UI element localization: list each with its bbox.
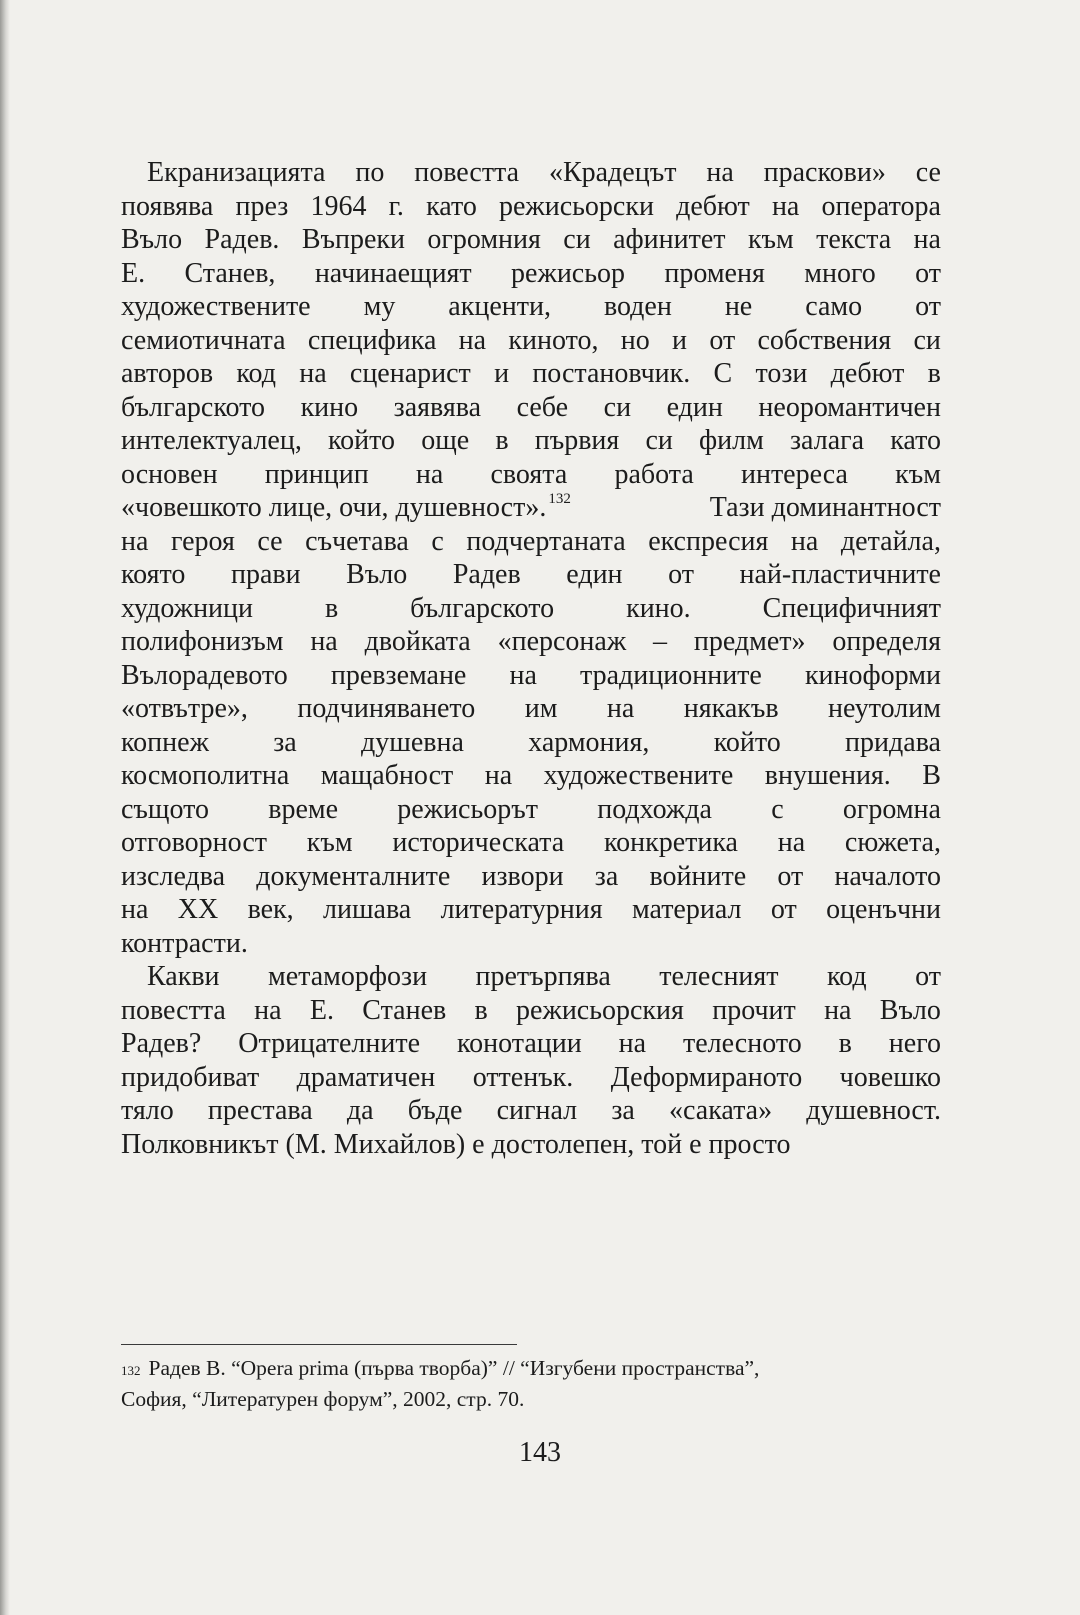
text-line <box>121 692 941 726</box>
word: двойката <box>364 626 471 657</box>
word: който <box>713 726 781 758</box>
word: героя <box>170 525 235 557</box>
word: начинаещият <box>314 257 472 289</box>
word: им <box>524 693 558 724</box>
word: полифонизъм <box>121 626 284 657</box>
word: още <box>421 425 470 456</box>
word: не <box>724 291 753 322</box>
word: Радев. <box>204 224 280 255</box>
word: с <box>771 793 784 825</box>
word: извори <box>481 860 564 892</box>
word: работа <box>614 458 694 490</box>
text-line <box>121 1061 941 1095</box>
word: метаморфози <box>268 961 428 992</box>
word: на <box>618 1028 647 1059</box>
text-line <box>121 1094 941 1128</box>
word: залага <box>790 425 865 456</box>
word: подхожда <box>597 793 712 825</box>
line-text-after-ref: Тази доминантност <box>709 492 941 523</box>
word: на <box>121 894 149 925</box>
word: сюжета, <box>844 827 941 858</box>
text-line <box>121 625 941 659</box>
word: си <box>645 425 673 456</box>
word: който <box>327 425 396 456</box>
word: някакъв <box>683 693 779 724</box>
footnote-line-2: София, “Литературен форум”, 2002, стр. 70. <box>121 1387 525 1411</box>
word: от <box>915 291 941 322</box>
word: много <box>804 257 876 289</box>
word: превземане <box>330 659 467 691</box>
word: В <box>922 760 941 791</box>
word: тяло <box>121 1095 174 1126</box>
word: дебют <box>830 358 905 389</box>
word: телесният <box>659 961 779 992</box>
word: сценарист <box>349 358 471 389</box>
footnote-line-1 <box>121 1353 941 1384</box>
word: Радев <box>452 559 521 590</box>
text-line <box>121 994 941 1028</box>
word: един <box>566 559 623 590</box>
text-line <box>121 726 941 760</box>
word: през <box>235 190 289 222</box>
word: за <box>611 1095 635 1126</box>
word: собствения <box>757 324 892 356</box>
word: за <box>594 860 619 892</box>
text-line <box>121 1128 941 1162</box>
word: българското <box>121 391 266 423</box>
word: в <box>927 358 941 389</box>
word: режисьорския <box>516 994 684 1026</box>
word: оттенък. <box>472 1061 574 1093</box>
word: телесното <box>683 1028 802 1059</box>
word: акценти, <box>448 291 551 322</box>
word: този <box>755 358 808 389</box>
word: от <box>709 324 736 356</box>
line-text: контрасти. <box>121 927 248 959</box>
footnote-132 <box>121 1353 941 1415</box>
word: и <box>494 358 510 389</box>
word: на <box>913 224 941 255</box>
word: огромна <box>842 793 941 825</box>
paragraph-2 <box>121 960 941 1161</box>
word: Въло <box>121 224 183 255</box>
word: «Крадецът <box>548 157 677 188</box>
word: неутолим <box>828 693 941 724</box>
word: афинитет <box>613 224 726 255</box>
word: се <box>257 525 283 557</box>
word: престава <box>207 1095 313 1126</box>
word: детайла, <box>840 525 941 557</box>
word: на <box>458 324 487 356</box>
word: към <box>747 224 794 255</box>
word: войните <box>649 860 747 892</box>
text-line <box>121 860 941 894</box>
word: предмет» <box>693 626 806 657</box>
word: Въпреки <box>301 224 405 255</box>
word: код <box>826 961 867 992</box>
word: от <box>668 559 694 590</box>
word: Станев <box>362 994 447 1026</box>
word: драматичен <box>296 1061 436 1093</box>
text-line <box>121 1027 941 1061</box>
word: г. <box>388 190 404 222</box>
word: заявява <box>393 391 482 423</box>
word: Деформираното <box>610 1061 803 1093</box>
word: да <box>346 1095 374 1126</box>
text-line <box>121 592 941 626</box>
word: интереса <box>740 458 848 490</box>
word: на <box>415 458 444 490</box>
word: Въло <box>879 994 941 1026</box>
page-number: 143 <box>519 1437 561 1468</box>
text-line <box>121 525 941 559</box>
text-line <box>121 324 941 358</box>
word: си <box>603 391 632 423</box>
word: Е. <box>309 994 334 1026</box>
word: «саката» <box>669 1095 773 1126</box>
word: мащабност <box>320 760 454 791</box>
word: лишава <box>323 894 412 925</box>
word: от <box>777 860 804 892</box>
word: режисьорът <box>397 793 538 825</box>
word: на <box>606 693 635 724</box>
footnote-separator <box>121 1344 517 1345</box>
word: него <box>888 1028 941 1059</box>
word: принцип <box>264 458 369 490</box>
word: Какви <box>147 961 220 992</box>
line-text-before-ref: «човешкото лице, очи, душевност». <box>121 492 547 523</box>
word: от <box>770 894 797 925</box>
word: на <box>310 626 338 657</box>
word: към <box>306 827 353 858</box>
word: в <box>474 994 488 1026</box>
ref-group <box>121 491 575 525</box>
text-line <box>121 960 941 994</box>
word: душевна <box>361 726 464 758</box>
text-line <box>121 223 941 257</box>
word: българското <box>410 592 555 624</box>
word: изследва <box>121 860 226 892</box>
text-line <box>121 793 941 827</box>
word: режисьор <box>511 257 626 289</box>
word: ХХ <box>177 894 219 925</box>
word: художници <box>121 592 254 624</box>
word: към <box>895 458 941 490</box>
word: дебют <box>676 190 750 222</box>
word: Въло <box>346 559 408 590</box>
word: Специфичният <box>762 592 941 624</box>
word: време <box>268 793 339 825</box>
word: претърпява <box>475 961 611 992</box>
word: променя <box>664 257 765 289</box>
word: авторов <box>121 358 214 389</box>
word: като <box>426 190 477 222</box>
text-line <box>121 491 941 525</box>
page-edge-shadow <box>0 0 10 1615</box>
word: киноформи <box>804 659 941 691</box>
word: повестта <box>121 994 226 1026</box>
word: един <box>666 391 723 423</box>
word: Екранизацията <box>147 157 326 188</box>
word: на <box>824 994 852 1026</box>
word: на <box>484 760 513 791</box>
text-line <box>121 759 941 793</box>
text-line <box>121 558 941 592</box>
word: Е. <box>121 257 146 289</box>
word: литературния <box>440 894 603 925</box>
line-text: Полковникът (М. Михайлов) е достолепен, той е просто <box>121 1128 791 1160</box>
word: за <box>273 726 297 758</box>
word: душевност. <box>806 1095 941 1126</box>
word: постановчик. <box>532 358 691 389</box>
word: придобиват <box>121 1061 260 1093</box>
footnote-text-1: Радев В. “Opera prima (първа творба)” // “Изгубени пространства”, <box>148 1356 760 1380</box>
text-line <box>121 257 941 291</box>
word: подчертаната <box>466 525 626 557</box>
word: неоромантичен <box>758 391 941 423</box>
word: текста <box>816 224 892 255</box>
word: семиотичната <box>121 324 286 356</box>
word: С <box>713 358 733 389</box>
word: появява <box>121 190 214 222</box>
text-line <box>121 190 941 224</box>
footnote-number: 132 <box>121 1363 141 1378</box>
word: си <box>563 224 591 255</box>
paragraph-1 <box>121 156 941 960</box>
word: си <box>913 324 941 356</box>
text-line <box>121 156 941 190</box>
word: на <box>771 190 800 222</box>
word: «отвътре», <box>121 693 248 724</box>
word: от <box>915 257 941 289</box>
word: същото <box>121 793 209 825</box>
word: но <box>620 324 650 356</box>
word: кино <box>300 391 359 423</box>
word: съчетава <box>305 525 409 557</box>
word: огромния <box>427 224 541 255</box>
word: на <box>121 525 149 557</box>
word: внушения. <box>764 760 891 791</box>
word: на <box>790 525 819 557</box>
text-line <box>121 424 941 458</box>
word: киното, <box>508 324 599 356</box>
word: оценъчни <box>826 894 941 925</box>
word: в <box>838 1028 852 1059</box>
text-line <box>121 826 941 860</box>
word: на <box>254 994 282 1026</box>
text-line <box>121 458 941 492</box>
word: художествените <box>543 760 734 791</box>
page-body <box>121 156 941 1161</box>
word: Радев? <box>121 1028 202 1059</box>
word: прави <box>230 559 301 590</box>
word: Вълорадевото <box>121 659 288 691</box>
word: кино. <box>626 592 691 624</box>
word: човешко <box>839 1061 941 1093</box>
word: по <box>355 157 385 188</box>
word: експресия <box>648 525 769 557</box>
word: себе <box>516 391 569 423</box>
word: конкретика <box>603 827 738 858</box>
word: режисьорски <box>498 190 654 222</box>
word: повестта <box>414 157 520 188</box>
word: – <box>653 626 668 657</box>
word: хармония, <box>528 726 650 758</box>
word: традиционните <box>580 659 762 691</box>
word: основен <box>121 458 218 490</box>
word: прочит <box>712 994 796 1026</box>
word: само <box>805 291 863 322</box>
word: от <box>915 961 941 992</box>
word: интелектуалец, <box>121 425 302 456</box>
word: бъде <box>407 1095 463 1126</box>
word: придава <box>845 726 941 758</box>
text-line <box>121 893 941 927</box>
word: с <box>431 525 444 557</box>
word: определя <box>832 626 941 657</box>
word: му <box>363 291 396 322</box>
footnote-reference: 132 <box>548 491 571 507</box>
word: и <box>672 324 688 356</box>
word: оператора <box>821 190 941 222</box>
word: космополитна <box>121 760 290 791</box>
word: в <box>324 592 339 624</box>
word: като <box>890 425 941 456</box>
text-line <box>121 927 941 961</box>
word: код <box>236 358 276 389</box>
word: праскови» <box>763 157 886 188</box>
word: копнеж <box>121 726 209 758</box>
word: на <box>509 659 537 691</box>
word: конотации <box>456 1028 582 1059</box>
word: материал <box>631 894 742 925</box>
word: сигнал <box>496 1095 578 1126</box>
word: в <box>495 425 509 456</box>
word: първия <box>534 425 620 456</box>
word: историческата <box>392 827 565 858</box>
word: документалните <box>256 860 451 892</box>
word: началото <box>834 860 941 892</box>
word: век, <box>247 894 294 925</box>
text-line <box>121 357 941 391</box>
word: «персонаж <box>497 626 627 657</box>
word: подчиняването <box>297 693 476 724</box>
word: на <box>299 358 327 389</box>
word: Станев, <box>184 257 276 289</box>
word: най-пластичните <box>739 559 941 590</box>
text-line <box>121 290 941 324</box>
word: филм <box>699 425 764 456</box>
word: воден <box>603 291 672 322</box>
word: на <box>706 157 734 188</box>
text-line <box>121 391 941 425</box>
word: художествените <box>121 291 311 322</box>
word: на <box>777 827 806 858</box>
word: се <box>915 157 941 188</box>
word: отговорност <box>121 827 268 858</box>
word: Отрицателните <box>238 1028 421 1059</box>
word: която <box>121 559 186 590</box>
word: своята <box>490 458 568 490</box>
word: 1964 <box>310 190 367 222</box>
word: специфика <box>307 324 437 356</box>
text-line <box>121 659 941 693</box>
